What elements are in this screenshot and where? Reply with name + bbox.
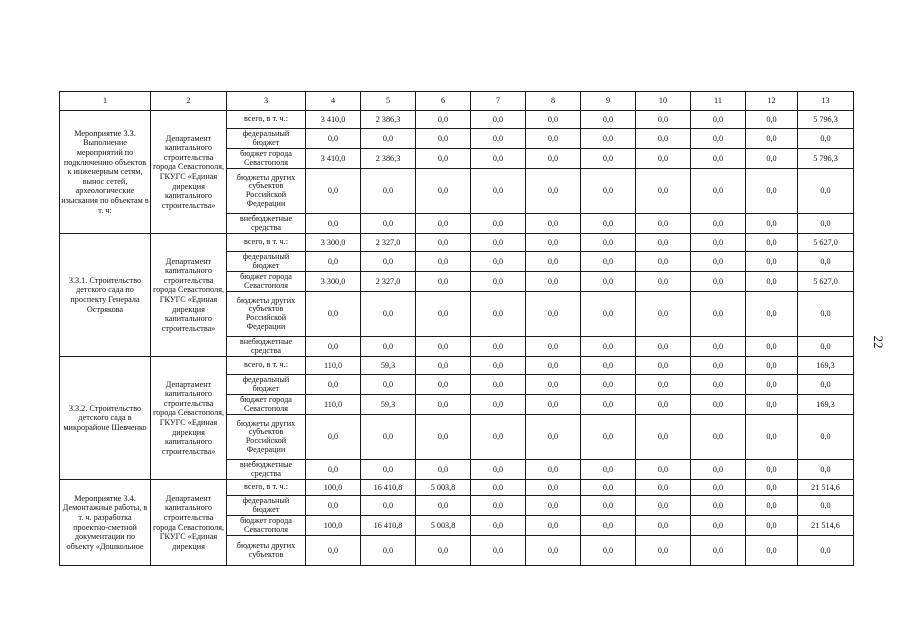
value-cell: 0,0 — [361, 129, 416, 149]
funding-source-cell: федеральный бюджет — [227, 496, 306, 516]
value-cell: 0,0 — [471, 395, 526, 415]
value-cell: 0,0 — [798, 252, 854, 272]
column-header: 13 — [798, 92, 854, 111]
value-cell: 110,0 — [306, 357, 361, 375]
value-cell: 0,0 — [471, 536, 526, 566]
value-cell: 0,0 — [636, 292, 691, 337]
value-cell: 0,0 — [306, 415, 361, 460]
value-cell: 0,0 — [416, 357, 471, 375]
value-cell: 0,0 — [581, 252, 636, 272]
value-cell: 0,0 — [471, 415, 526, 460]
value-cell: 0,0 — [581, 357, 636, 375]
value-cell: 0,0 — [636, 149, 691, 169]
value-cell: 5 627,0 — [798, 234, 854, 252]
value-cell: 0,0 — [746, 252, 798, 272]
value-cell: 0,0 — [581, 460, 636, 480]
value-cell: 3 410,0 — [306, 149, 361, 169]
value-cell: 0,0 — [361, 496, 416, 516]
value-cell: 0,0 — [746, 129, 798, 149]
value-cell: 0,0 — [416, 129, 471, 149]
value-cell: 0,0 — [471, 111, 526, 129]
value-cell: 0,0 — [526, 395, 581, 415]
value-cell: 0,0 — [798, 337, 854, 357]
value-cell: 0,0 — [361, 337, 416, 357]
value-cell: 0,0 — [636, 111, 691, 129]
value-cell: 0,0 — [636, 272, 691, 292]
value-cell: 0,0 — [746, 415, 798, 460]
value-cell: 0,0 — [416, 496, 471, 516]
value-cell: 0,0 — [636, 129, 691, 149]
value-cell: 5 796,3 — [798, 149, 854, 169]
value-cell: 0,0 — [581, 272, 636, 292]
value-cell: 0,0 — [691, 292, 746, 337]
funding-source-cell: всего, в т. ч.: — [227, 480, 306, 496]
value-cell: 0,0 — [798, 375, 854, 395]
column-header: 6 — [416, 92, 471, 111]
value-cell: 0,0 — [471, 480, 526, 496]
value-cell: 0,0 — [361, 536, 416, 566]
column-header: 7 — [471, 92, 526, 111]
column-header: 9 — [581, 92, 636, 111]
event-cell: 3.3.2. Строительство детского сада в микрорайоне Шевченко — [60, 357, 151, 480]
funding-source-cell: всего, в т. ч.: — [227, 357, 306, 375]
value-cell: 0,0 — [746, 536, 798, 566]
value-cell: 0,0 — [361, 460, 416, 480]
value-cell: 0,0 — [746, 149, 798, 169]
value-cell: 169,3 — [798, 395, 854, 415]
value-cell: 0,0 — [746, 375, 798, 395]
value-cell: 0,0 — [471, 252, 526, 272]
column-header: 10 — [636, 92, 691, 111]
value-cell: 0,0 — [581, 516, 636, 536]
value-cell: 0,0 — [306, 129, 361, 149]
value-cell: 0,0 — [746, 272, 798, 292]
value-cell: 0,0 — [306, 292, 361, 337]
value-cell: 0,0 — [746, 496, 798, 516]
funding-source-cell: внебюджетные средства — [227, 337, 306, 357]
funding-source-cell: всего, в т. ч.: — [227, 111, 306, 129]
value-cell: 0,0 — [526, 415, 581, 460]
funding-source-cell: бюджет города Севастополя — [227, 516, 306, 536]
value-cell: 0,0 — [471, 337, 526, 357]
value-cell: 100,0 — [306, 480, 361, 496]
funding-source-cell: бюджет города Севастополя — [227, 272, 306, 292]
value-cell: 0,0 — [746, 111, 798, 129]
value-cell: 0,0 — [361, 214, 416, 234]
value-cell: 0,0 — [526, 214, 581, 234]
value-cell: 0,0 — [306, 460, 361, 480]
value-cell: 0,0 — [691, 149, 746, 169]
value-cell: 0,0 — [416, 111, 471, 129]
value-cell: 0,0 — [471, 375, 526, 395]
value-cell: 0,0 — [636, 480, 691, 496]
value-cell: 169,3 — [798, 357, 854, 375]
value-cell: 0,0 — [471, 357, 526, 375]
value-cell: 0,0 — [746, 480, 798, 496]
value-cell: 0,0 — [581, 415, 636, 460]
value-cell: 0,0 — [471, 149, 526, 169]
funding-source-cell: бюджеты других субъектов Российской Федерации — [227, 292, 306, 337]
value-cell: 3 410,0 — [306, 111, 361, 129]
value-cell: 0,0 — [798, 129, 854, 149]
column-header: 8 — [526, 92, 581, 111]
value-cell: 0,0 — [526, 272, 581, 292]
value-cell: 0,0 — [526, 337, 581, 357]
value-cell: 100,0 — [306, 516, 361, 536]
value-cell: 0,0 — [636, 357, 691, 375]
value-cell: 0,0 — [526, 357, 581, 375]
value-cell: 0,0 — [636, 252, 691, 272]
value-cell: 0,0 — [526, 169, 581, 214]
value-cell: 0,0 — [416, 536, 471, 566]
value-cell: 16 410,8 — [361, 516, 416, 536]
value-cell: 0,0 — [416, 169, 471, 214]
value-cell: 59,3 — [361, 395, 416, 415]
value-cell: 0,0 — [526, 496, 581, 516]
value-cell: 0,0 — [361, 169, 416, 214]
funding-table — [59, 91, 854, 566]
value-cell: 0,0 — [361, 292, 416, 337]
value-cell: 0,0 — [306, 375, 361, 395]
value-cell: 0,0 — [416, 375, 471, 395]
value-cell: 0,0 — [416, 415, 471, 460]
value-cell: 0,0 — [636, 496, 691, 516]
value-cell: 0,0 — [691, 234, 746, 252]
value-cell: 0,0 — [306, 252, 361, 272]
event-cell: Мероприятие 3.4. Демонтажные работы, в т. ч. разработка проектно-сметной документации по объекту «Дошкольное — [60, 480, 151, 566]
value-cell: 0,0 — [691, 272, 746, 292]
value-cell: 0,0 — [691, 536, 746, 566]
value-cell: 0,0 — [416, 214, 471, 234]
value-cell: 0,0 — [746, 460, 798, 480]
value-cell: 0,0 — [581, 129, 636, 149]
value-cell: 0,0 — [581, 375, 636, 395]
column-header: 1 — [60, 92, 151, 111]
value-cell: 0,0 — [526, 460, 581, 480]
value-cell: 0,0 — [526, 480, 581, 496]
value-cell: 0,0 — [746, 516, 798, 536]
value-cell: 5 796,3 — [798, 111, 854, 129]
value-cell: 0,0 — [306, 337, 361, 357]
value-cell: 0,0 — [416, 337, 471, 357]
table-row — [60, 480, 854, 496]
column-header: 4 — [306, 92, 361, 111]
value-cell: 0,0 — [306, 496, 361, 516]
department-cell: Департамент капитального строительства города Севастополя, ГКУГС «Единая дирекция — [151, 480, 227, 566]
value-cell: 0,0 — [416, 149, 471, 169]
value-cell: 0,0 — [361, 415, 416, 460]
value-cell: 21 514,6 — [798, 480, 854, 496]
value-cell: 0,0 — [526, 111, 581, 129]
funding-source-cell: федеральный бюджет — [227, 375, 306, 395]
value-cell: 3 300,0 — [306, 234, 361, 252]
funding-source-cell: федеральный бюджет — [227, 252, 306, 272]
value-cell: 0,0 — [636, 375, 691, 395]
value-cell: 2 327,0 — [361, 234, 416, 252]
value-cell: 0,0 — [746, 357, 798, 375]
header-row — [60, 92, 854, 111]
value-cell: 0,0 — [306, 536, 361, 566]
value-cell: 0,0 — [746, 395, 798, 415]
value-cell: 0,0 — [581, 111, 636, 129]
funding-source-cell: бюджеты других субъектов Российской Федерации — [227, 169, 306, 214]
value-cell: 0,0 — [691, 129, 746, 149]
value-cell: 0,0 — [471, 516, 526, 536]
value-cell: 0,0 — [691, 516, 746, 536]
funding-source-cell: бюджеты других субъектов Российской Федерации — [227, 415, 306, 460]
funding-source-cell: федеральный бюджет — [227, 129, 306, 149]
value-cell: 0,0 — [526, 129, 581, 149]
department-cell: Департамент капитального строительства города Севастополя, ГКУГС «Единая дирекция капитального строительства» — [151, 234, 227, 357]
value-cell: 0,0 — [416, 292, 471, 337]
event-cell: Мероприятие 3.3. Выполнение мероприятий по подключению объектов к инженерным сетям, вынос сетей, археологические изыскания по объектам в т. ч: — [60, 111, 151, 234]
funding-source-cell: внебюджетные средства — [227, 214, 306, 234]
value-cell: 0,0 — [416, 272, 471, 292]
value-cell: 0,0 — [798, 292, 854, 337]
value-cell: 0,0 — [526, 375, 581, 395]
value-cell: 0,0 — [636, 460, 691, 480]
value-cell: 0,0 — [798, 214, 854, 234]
value-cell: 0,0 — [746, 337, 798, 357]
value-cell: 0,0 — [691, 460, 746, 480]
value-cell: 0,0 — [691, 337, 746, 357]
value-cell: 0,0 — [526, 149, 581, 169]
funding-source-cell: внебюджетные средства — [227, 460, 306, 480]
value-cell: 0,0 — [581, 214, 636, 234]
value-cell: 0,0 — [746, 169, 798, 214]
value-cell: 0,0 — [746, 234, 798, 252]
value-cell: 0,0 — [526, 516, 581, 536]
department-cell: Департамент капитального строительства города Севастополя, ГКУГС «Единая дирекция капитального строительства» — [151, 111, 227, 234]
value-cell: 0,0 — [581, 480, 636, 496]
funding-source-cell: бюджеты других субъектов — [227, 536, 306, 566]
value-cell: 0,0 — [636, 536, 691, 566]
value-cell: 0,0 — [416, 234, 471, 252]
value-cell: 0,0 — [691, 111, 746, 129]
value-cell: 110,0 — [306, 395, 361, 415]
value-cell: 3 300,0 — [306, 272, 361, 292]
value-cell: 5 627,0 — [798, 272, 854, 292]
value-cell: 0,0 — [636, 214, 691, 234]
value-cell: 0,0 — [746, 292, 798, 337]
page-number: 22 — [871, 335, 886, 349]
value-cell: 0,0 — [636, 395, 691, 415]
value-cell: 0,0 — [471, 460, 526, 480]
value-cell: 0,0 — [691, 169, 746, 214]
value-cell: 0,0 — [471, 129, 526, 149]
value-cell: 0,0 — [798, 169, 854, 214]
value-cell: 0,0 — [581, 337, 636, 357]
value-cell: 0,0 — [361, 252, 416, 272]
value-cell: 0,0 — [636, 337, 691, 357]
value-cell: 0,0 — [636, 415, 691, 460]
funding-source-cell: бюджет города Севастополя — [227, 149, 306, 169]
value-cell: 0,0 — [798, 460, 854, 480]
column-header: 11 — [691, 92, 746, 111]
value-cell: 0,0 — [798, 415, 854, 460]
value-cell: 0,0 — [581, 292, 636, 337]
value-cell: 16 410,8 — [361, 480, 416, 496]
table-row — [60, 111, 854, 129]
value-cell: 0,0 — [691, 415, 746, 460]
column-header: 3 — [227, 92, 306, 111]
value-cell: 0,0 — [526, 252, 581, 272]
funding-source-cell: всего, в т. ч.: — [227, 234, 306, 252]
value-cell: 0,0 — [691, 480, 746, 496]
value-cell: 5 003,8 — [416, 480, 471, 496]
value-cell: 0,0 — [526, 292, 581, 337]
value-cell: 0,0 — [471, 214, 526, 234]
value-cell: 0,0 — [636, 169, 691, 214]
value-cell: 0,0 — [581, 149, 636, 169]
value-cell: 0,0 — [581, 234, 636, 252]
value-cell: 0,0 — [691, 252, 746, 272]
column-header: 2 — [151, 92, 227, 111]
value-cell: 0,0 — [361, 375, 416, 395]
value-cell: 0,0 — [471, 496, 526, 516]
value-cell: 0,0 — [691, 357, 746, 375]
value-cell: 5 003,8 — [416, 516, 471, 536]
value-cell: 0,0 — [471, 272, 526, 292]
value-cell: 0,0 — [306, 214, 361, 234]
value-cell: 0,0 — [471, 169, 526, 214]
value-cell: 0,0 — [581, 536, 636, 566]
value-cell: 0,0 — [691, 496, 746, 516]
value-cell: 0,0 — [691, 395, 746, 415]
value-cell: 0,0 — [306, 169, 361, 214]
value-cell: 0,0 — [798, 496, 854, 516]
value-cell: 0,0 — [691, 375, 746, 395]
column-header: 5 — [361, 92, 416, 111]
table-row — [60, 357, 854, 375]
value-cell: 21 514,6 — [798, 516, 854, 536]
column-header: 12 — [746, 92, 798, 111]
value-cell: 0,0 — [416, 460, 471, 480]
value-cell: 0,0 — [636, 516, 691, 536]
value-cell: 0,0 — [416, 252, 471, 272]
value-cell: 0,0 — [581, 496, 636, 516]
event-cell: 3.3.1. Строительство детского сада по проспекту Генерала Острякова — [60, 234, 151, 357]
value-cell: 2 386,3 — [361, 111, 416, 129]
value-cell: 0,0 — [746, 214, 798, 234]
value-cell: 0,0 — [471, 234, 526, 252]
value-cell: 59,3 — [361, 357, 416, 375]
value-cell: 0,0 — [526, 234, 581, 252]
value-cell: 0,0 — [691, 214, 746, 234]
department-cell: Департамент капитального строительства города Севастополя, ГКУГС «Единая дирекция капитального строительства» — [151, 357, 227, 480]
value-cell: 2 327,0 — [361, 272, 416, 292]
value-cell: 0,0 — [471, 292, 526, 337]
value-cell: 0,0 — [581, 169, 636, 214]
value-cell: 0,0 — [636, 234, 691, 252]
value-cell: 0,0 — [581, 395, 636, 415]
funding-source-cell: бюджет города Севастополя — [227, 395, 306, 415]
table-row — [60, 234, 854, 252]
value-cell: 2 386,3 — [361, 149, 416, 169]
value-cell: 0,0 — [416, 395, 471, 415]
value-cell: 0,0 — [526, 536, 581, 566]
value-cell: 0,0 — [798, 536, 854, 566]
